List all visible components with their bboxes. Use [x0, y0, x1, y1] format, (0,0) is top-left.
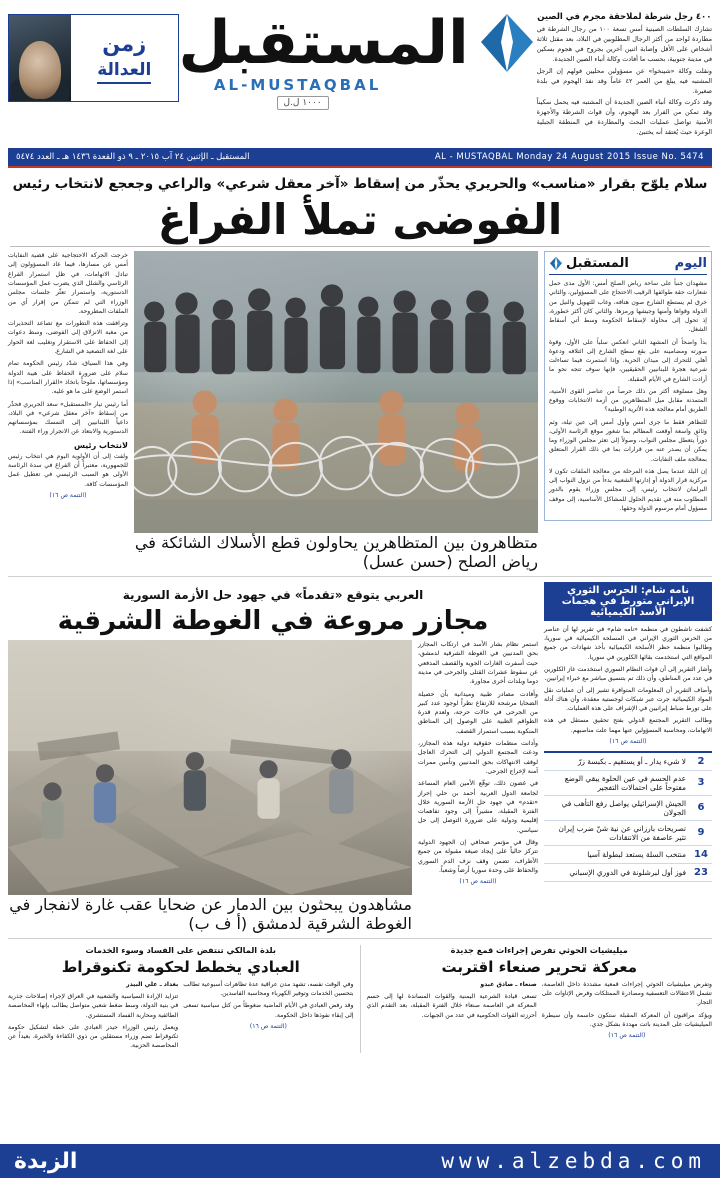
lead-photo-caption: [134, 533, 538, 571]
paragraph: وأدانت منظمات حقوقية دولية هذه المجازر، ودعت المجتمع الدولي إلى التحرك العاجل لوقف الانتهاكات بحق المدنيين وتأمين ممرات آمنة لإخراج الجرحى.: [418, 740, 538, 775]
continued-note: (التتمة ص ١٦): [249, 1022, 287, 1030]
editorial-today-label: اليوم: [674, 256, 707, 272]
second-photo-caption: [8, 895, 412, 933]
paragraph: تتزايد الإرادة السياسية والشعبية في العراق لإجراء إصلاحات جذرية في بنية الدولة، وسط ضغط شعبي متواصل يطالب بإنهاء المحاصصة الطائفية ومحاربة الفساد المستشري.: [8, 993, 179, 1019]
lead-headline: الفوضى تملأ الفراغ: [157, 195, 563, 244]
index-item-page: 2: [697, 755, 705, 767]
footer-website[interactable]: www.alzebda.com: [441, 1149, 706, 1173]
portrait-photo: [9, 15, 71, 101]
masthead-slogan: [71, 15, 178, 101]
index-item[interactable]: [544, 821, 712, 846]
footer-brand: الزبدة: [14, 1148, 78, 1174]
issue-band-latin: AL - MUSTAQBAL Monday 24 August 2015 Issue No. 5474: [434, 152, 704, 162]
second-photo: [8, 640, 412, 895]
index-item-page: 23: [694, 866, 708, 878]
iran-box-title: نامه شام: الحرس الثوري الإيراني متورط في هجمات الأسد الكيميائية: [544, 582, 712, 621]
paragraph: وفي هذا السياق، شدّد رئيس الحكومة تمام سلام على ضرورة الحفاظ على هيبة الدولة ومؤسساتها، ملوحاً باتخاذ «القرار المناسب» إذا استمر الوضع على ما هو عليه.: [8, 360, 128, 396]
bottom-story-iraq: [8, 945, 354, 1053]
bottom-story-yemen: [367, 945, 713, 1053]
paragraph: أما رئيس تيار «المستقبل» سعد الحريري فحذّر من إسقاط «آخر معقل شرعي» في البلاد، داعياً اللبنانيين إلى التمسك بمؤسساتهم الدستورية والابتعاد عن الانجرار وراء الفتنة.: [8, 400, 128, 436]
red-rule: [8, 166, 712, 168]
editorial-column: [544, 251, 712, 571]
side-story-paragraph: تشارك السلطات الصينية أمس تسعة ١٠٠ من رجال الشرطة في مطاردة لواحد من أكثر الرجال المطلوبين في البلاد، بعد مقتل ثلاثة أشخاص على الأقل وإصابة اثنين آخرين بجروح في هجوم بسكين في مدينة جنوبية، بحسب ما أفادت وكالة أنباء الصين الجديدة.: [536, 25, 712, 63]
story-byline: صنعاء ـ صادق عبدو: [480, 981, 537, 989]
paragraph: استمر نظام بشار الأسد في ارتكاب المجازر بحق المدنيين في الغوطة الشرقية لدمشق، حيث أسفرت الغارات الجوية والقصف المدفعي عن سقوط عشرات القتلى والجرحى في مدينة دوما وبلدات أخرى مجاورة.: [418, 641, 538, 686]
rubble-scene-illustration: [8, 640, 412, 895]
paragraph: وفي الوقت نفسه، تشهد مدن عراقية عدة تظاهرات أسبوعية تطالب بتحسين الخدمات وتوفير الكهرباء ومحاسبة الفاسدين.: [183, 981, 354, 998]
editorial-box: [544, 251, 712, 521]
lead-kicker: سلام يلوّح بقرار «مناسب» والحريري يحذّر من إسقاط «آخر معقل شرعي» والراعي وجعجع لانتخاب رئيس: [12, 176, 708, 192]
paragraph: كشفت ناشطون في منظمة «نامه شام» في تقرير لها أن عناصر من الحرس الثوري الإيراني في المسلحة الكيميائية في سوريا، وطالبوا منظمة حظر الأسلحة الكيميائية بأخذ شهادات من جميع المواقع التي استخدمت بقائها الكلورين في سوريا.: [544, 626, 712, 661]
editorial-brand-label: المستقبل: [566, 256, 629, 272]
index-item-label: عدم الحسم في عين الحلوة يبقي الوضع مفتوحاً على احتمالات التفجير: [564, 773, 686, 792]
masthead-side-story: [537, 6, 712, 140]
masthead-slogan-box: [8, 14, 179, 102]
editorial-brand: [549, 256, 629, 271]
side-story-headline: ٤٠٠ رجل شرطة لملاحقة مجرم في الصين: [537, 12, 712, 22]
paragraph: إن البلد عندما يصل هذه المرحلة من معالجة الملفات تكون لا مركزية قرار الدولة أو إدارتها الشعبية بدءاً من نزول النواب إلى البرلمان لانتخاب رئيس، إلى مجلس وزراء يقوم بالدور المطلوب منه في تقديم الحلول للمشاكل الأساسية، إلى موقف مسؤول أمام مرسوم الدولة وحقها.: [549, 467, 707, 512]
index-item[interactable]: [544, 846, 712, 864]
paragraph: وأضاف التقرير أن المعلومات المتوافرة تشير إلى أن عمليات نقل المواد الكيميائية جرت عبر شبكات لوجستية معقدة، وأن هناك أدلة على تورط ضباط إيرانيين في الإشراف على هذه العمليات.: [544, 686, 712, 713]
second-package: [8, 582, 712, 933]
slogan-line-1: زمن: [102, 32, 147, 56]
kite-logo-icon: [477, 12, 537, 74]
kite-logo-icon: [549, 256, 563, 271]
nameplate: [179, 6, 537, 110]
paragraph: وقد رفض العبادي في الأيام الماضية ضغوطاً من كتل سياسية تسعى إلى إبقاء نفوذها داخل الحكومة.: [183, 1002, 354, 1019]
story-kicker: بلدة المالكي تنتفض على الفساد وسوء الخدمات: [85, 945, 276, 956]
index-item[interactable]: [544, 864, 712, 882]
index-item-label: فوز أول لبرشلونة في الدوري الإسباني: [569, 867, 686, 877]
index-item-label: الجيش الإسرائيلي يواصل رفع التأهب في الجولان: [561, 798, 686, 817]
slogan-line-2: العدالة: [97, 60, 151, 84]
continued-note: (التتمة ص ١٦): [609, 737, 647, 745]
subheading: لانتخاب رئيس: [73, 440, 128, 450]
left-rail: [544, 582, 712, 933]
story-kicker: ميليشيات الحوثي تفرض إجراءات قمع جديدة: [450, 945, 628, 956]
caption-text: متظاهرون بين المتظاهرين يحاولون قطع الأسلاك الشائكة في رياض الصلح: [134, 533, 538, 572]
nameplate-arabic-title: المستقبل: [178, 8, 469, 78]
paragraph: ولفت إلى أن الأولوية اليوم هي انتخاب رئيس للجمهورية، معتبراً أن الفراغ في سدة الرئاسة الأولى هو السبب الرئيسي في تعطيل عمل المؤسسات كافة.: [8, 452, 128, 488]
side-story-paragraph: ونقلت وكالة «شينخوا» عن مسؤولين محليين قولهم إن الرجل المشتبه فيه يبلغ من العمر ٤٢ عاماً وقد نفذ الهجوم في بلدة صغيرة.: [536, 66, 712, 95]
protest-scene-illustration: [134, 251, 538, 533]
index-item[interactable]: [544, 796, 712, 821]
paragraph: للتظاهر فقط ما جرى أمس وأول أمس إلى عين تيلة، وثم وثائق واسعة أوقعت المظالم بما شغور موقع الرئاسة الأولى، دوراً يتعطل مجلس النواب، وصولاً إلى تعثر مجلس الوزراء وما يمكن أن يصدر عنه من قرارات بما في ذلك القرار المتعلق بمعالجة ملف النفايات.: [549, 418, 707, 463]
paragraph: وقال في مؤتمر صحافي إن الجهود الدولية تتركز حالياً على إيجاد صيغة مقبولة من جميع الأطراف، تضمن وقف نزف الدم السوري والحفاظ على وحدة سوريا أرضاً وشعباً.: [418, 839, 538, 874]
continued-note: (التتمة ص ١٦): [608, 1031, 646, 1039]
side-story-paragraph: وقد ذكرت وكالة أنباء الصين الجديدة أن المشتبه فيه يحمل سكيناً وقد تمكن من الفرار بعد الهجوم، وأن قوات الشرطة والأجهزة الأمنية تواصل عمليات البحث والمطاردة في المنطقة الجبلية الوعرة حيث يُعتقد أنه يختبئ.: [536, 98, 712, 137]
caption-credit: (حسن عسل): [362, 552, 453, 572]
paragraph: وأفادت مصادر طبية وميدانية بأن حصيلة الضحايا مرشحة للارتفاع نظراً لوجود عدد كبير من الجرحى في حالات حرجة، ولعدم قدرة الطواقم الطبية على الوصول إلى المناطق المنكوبة بسبب استمرار القصف.: [418, 690, 538, 735]
paragraph: وأشار التقرير إلى أن قوات النظام السوري استخدمت غاز الكلورين في عدد من المناطق، وأن ذلك تم بتنسيق مباشر مع خبراء إيرانيين.: [544, 665, 712, 682]
caption-credit: (أ ف ب): [188, 914, 248, 934]
paragraph: بدأ واضحاً أن المشهد الثاني انعكس سلباً على الأول، وقوة صورته ومضامينه على بقع سطح الشارع إلى ائتلافه ودعوة أهلي للتحرك إلى ميدان الحرية. وإذا استمرت فيما تساءلت شرعية هجرة للبنانيين الحقيقيين، فإنها سوف تتجه نحو ما أرادت الشارع في الأيام المقبلة.: [549, 338, 707, 383]
index-item-label: لا شيء يدار ـ أو يستقيم ـ بكبسة زرّ: [577, 756, 686, 766]
second-story-text-column: [418, 640, 538, 933]
paragraph: وطالب التقرير المجتمع الدولي بفتح تحقيق مستقل في هذه الاتهامات، ومحاسبة المسؤولين عنها مهما علت مناصبهم.: [544, 717, 712, 734]
main-content-grid: [8, 251, 712, 571]
newspaper-page: [0, 6, 720, 1178]
paragraph: في غضون ذلك، توقّع الأمين العام المساعد لجامعة الدول العربية أحمد بن حلي إحراز «تقدم» في جهود حل الأزمة السورية خلال الفترة المقبلة، مشيراً إلى وجود تفاهمات إقليمية ودولية على ضرورة التوصل إلى حل سياسي.: [418, 780, 538, 834]
nameplate-latin-title: AL-MUSTAQBAL: [213, 76, 382, 94]
masthead: [8, 6, 712, 146]
index-item-label: تصريحات بارزاني عن نية شنّ ضرب إيران تثير عاصفة من الانتقادات: [558, 823, 686, 842]
second-kicker: العربي يتوقع «تقدماً» في جهود حل الأزمة السورية: [122, 588, 424, 603]
column-divider: [360, 945, 361, 1053]
paragraph: تسعى قيادة الشرعية اليمنية والقوات المساندة لها إلى حسم المعركة في العاصمة صنعاء خلال الفترة المقبلة، بعد التقدم الذي أحرزته القوات الحكومية في عدد من الجبهات.: [366, 993, 537, 1019]
paragraph: خرجت الحركة الاحتجاجية على قضية النفايات أمس عن مسارها، فيما عاد المسؤولون إلى تبادل الاتهامات، في ظل استمرار الفراغ الرئاسي والشلل الذي يضرب عمل المؤسسات الدستورية، واستمرار تعثّر جلسات مجلس الوزراء التي لم تتمكن من إقرار أي من الملفات المطروحة.: [8, 252, 128, 315]
index-item[interactable]: [544, 771, 712, 796]
rule: [8, 576, 712, 577]
bottom-stories: [8, 945, 712, 1053]
second-headline: مجازر مروعة في الغوطة الشرقية: [57, 606, 489, 637]
paragraph: ويعمل رئيس الوزراء حيدر العبادي على خطة لتشكيل حكومة تكنوقراط تضم وزراء مستقلين من ذوي الكفاءة والخبرة، بعيداً عن المحاصصة الحزبية.: [8, 1023, 179, 1049]
continued-note: (التتمة ص ١٦): [459, 878, 497, 886]
story-headline: معركة تحرير صنعاء اقتربت: [441, 958, 638, 977]
index-item-page: 3: [697, 777, 705, 789]
lead-photo-column: [134, 251, 538, 571]
index-list: [544, 751, 712, 882]
index-item[interactable]: [544, 753, 712, 771]
editorial-header: [549, 256, 707, 275]
lead-story-right-column: [8, 251, 128, 571]
story-headline: العبادي يخطط لحكومة تكنوقراط: [61, 958, 300, 977]
footer-bar: [0, 1144, 720, 1178]
paragraph: وهل مسلوفة أكثر من ذلك حرصاً من عناصر القوى الأمنية، المتمدنة مقابل ميل المتظاهرين من أزمة الانتخابات ووقوع الطريق أمام معالجة هذه الأثرية الوطنية؟: [549, 387, 707, 414]
issue-band: [8, 148, 712, 166]
rule: [10, 246, 710, 247]
price-badge: ١٠٠٠ ل.ل: [277, 96, 329, 110]
index-item-page: 6: [697, 802, 705, 814]
paragraph: ويؤكد مراقبون أن المعركة المقبلة ستكون حاسمة وأن سيطرة الميليشيات على المدينة باتت مهددة بشكل جدي.: [541, 1011, 712, 1028]
paragraph: مشهدان جنباً على ساحة رياض الصلح أمس: الأول مدى حمل شعارات حقة طوائفها الرقيب الاحتجاج على المسؤولين، والثاني خرق لم يستطع الشارع صون هتافه، وغاب للتهويل والنيل من الدولة وقواها وأمنها وجيشها ورمزها. والثاني كان أكثر خطورة، إذ تحول إلى محاولة لإسقاط الحكومة وسط أتي أسقاط الشغل.: [549, 280, 707, 334]
index-item-page: 9: [697, 827, 705, 839]
index-item-page: 14: [694, 848, 708, 860]
paragraph: وتفرض ميليشيات الحوثي إجراءات قمعية مشددة داخل العاصمة، تشمل الاعتقالات التعسفية ومصادرة الممتلكات وفرض الإتاوات على التجار.: [541, 981, 712, 1007]
rule: [8, 938, 712, 939]
caption-text: مشاهدون يبحثون بين الدمار عن ضحايا عقب غارة لانفجار في الغوطة الشرقية لدمشق: [9, 895, 412, 934]
continued-note: (التتمة ص ١٦): [49, 491, 87, 499]
index-item-label: منتخب السلة يستعد لبطولة آسيا: [587, 849, 686, 859]
paragraph: وترافقت هذه التطورات مع تصاعد التحذيرات من مغبة الانزلاق إلى الفوضى، وسط دعوات إلى الحفاظ على الاستقرار وتغليب لغة الحوار على لغة التصعيد في الشارع.: [8, 320, 128, 356]
story-byline: بغداد ـ علي البيدر: [126, 981, 179, 989]
issue-band-arabic: المستقبل ـ الإثنين ٢٤ آب ٢٠١٥ ـ ٩ ذو القعدة ١٤٣٦ هـ ـ العدد ٥٤٧٤: [16, 152, 250, 162]
lead-photo: [134, 251, 538, 533]
